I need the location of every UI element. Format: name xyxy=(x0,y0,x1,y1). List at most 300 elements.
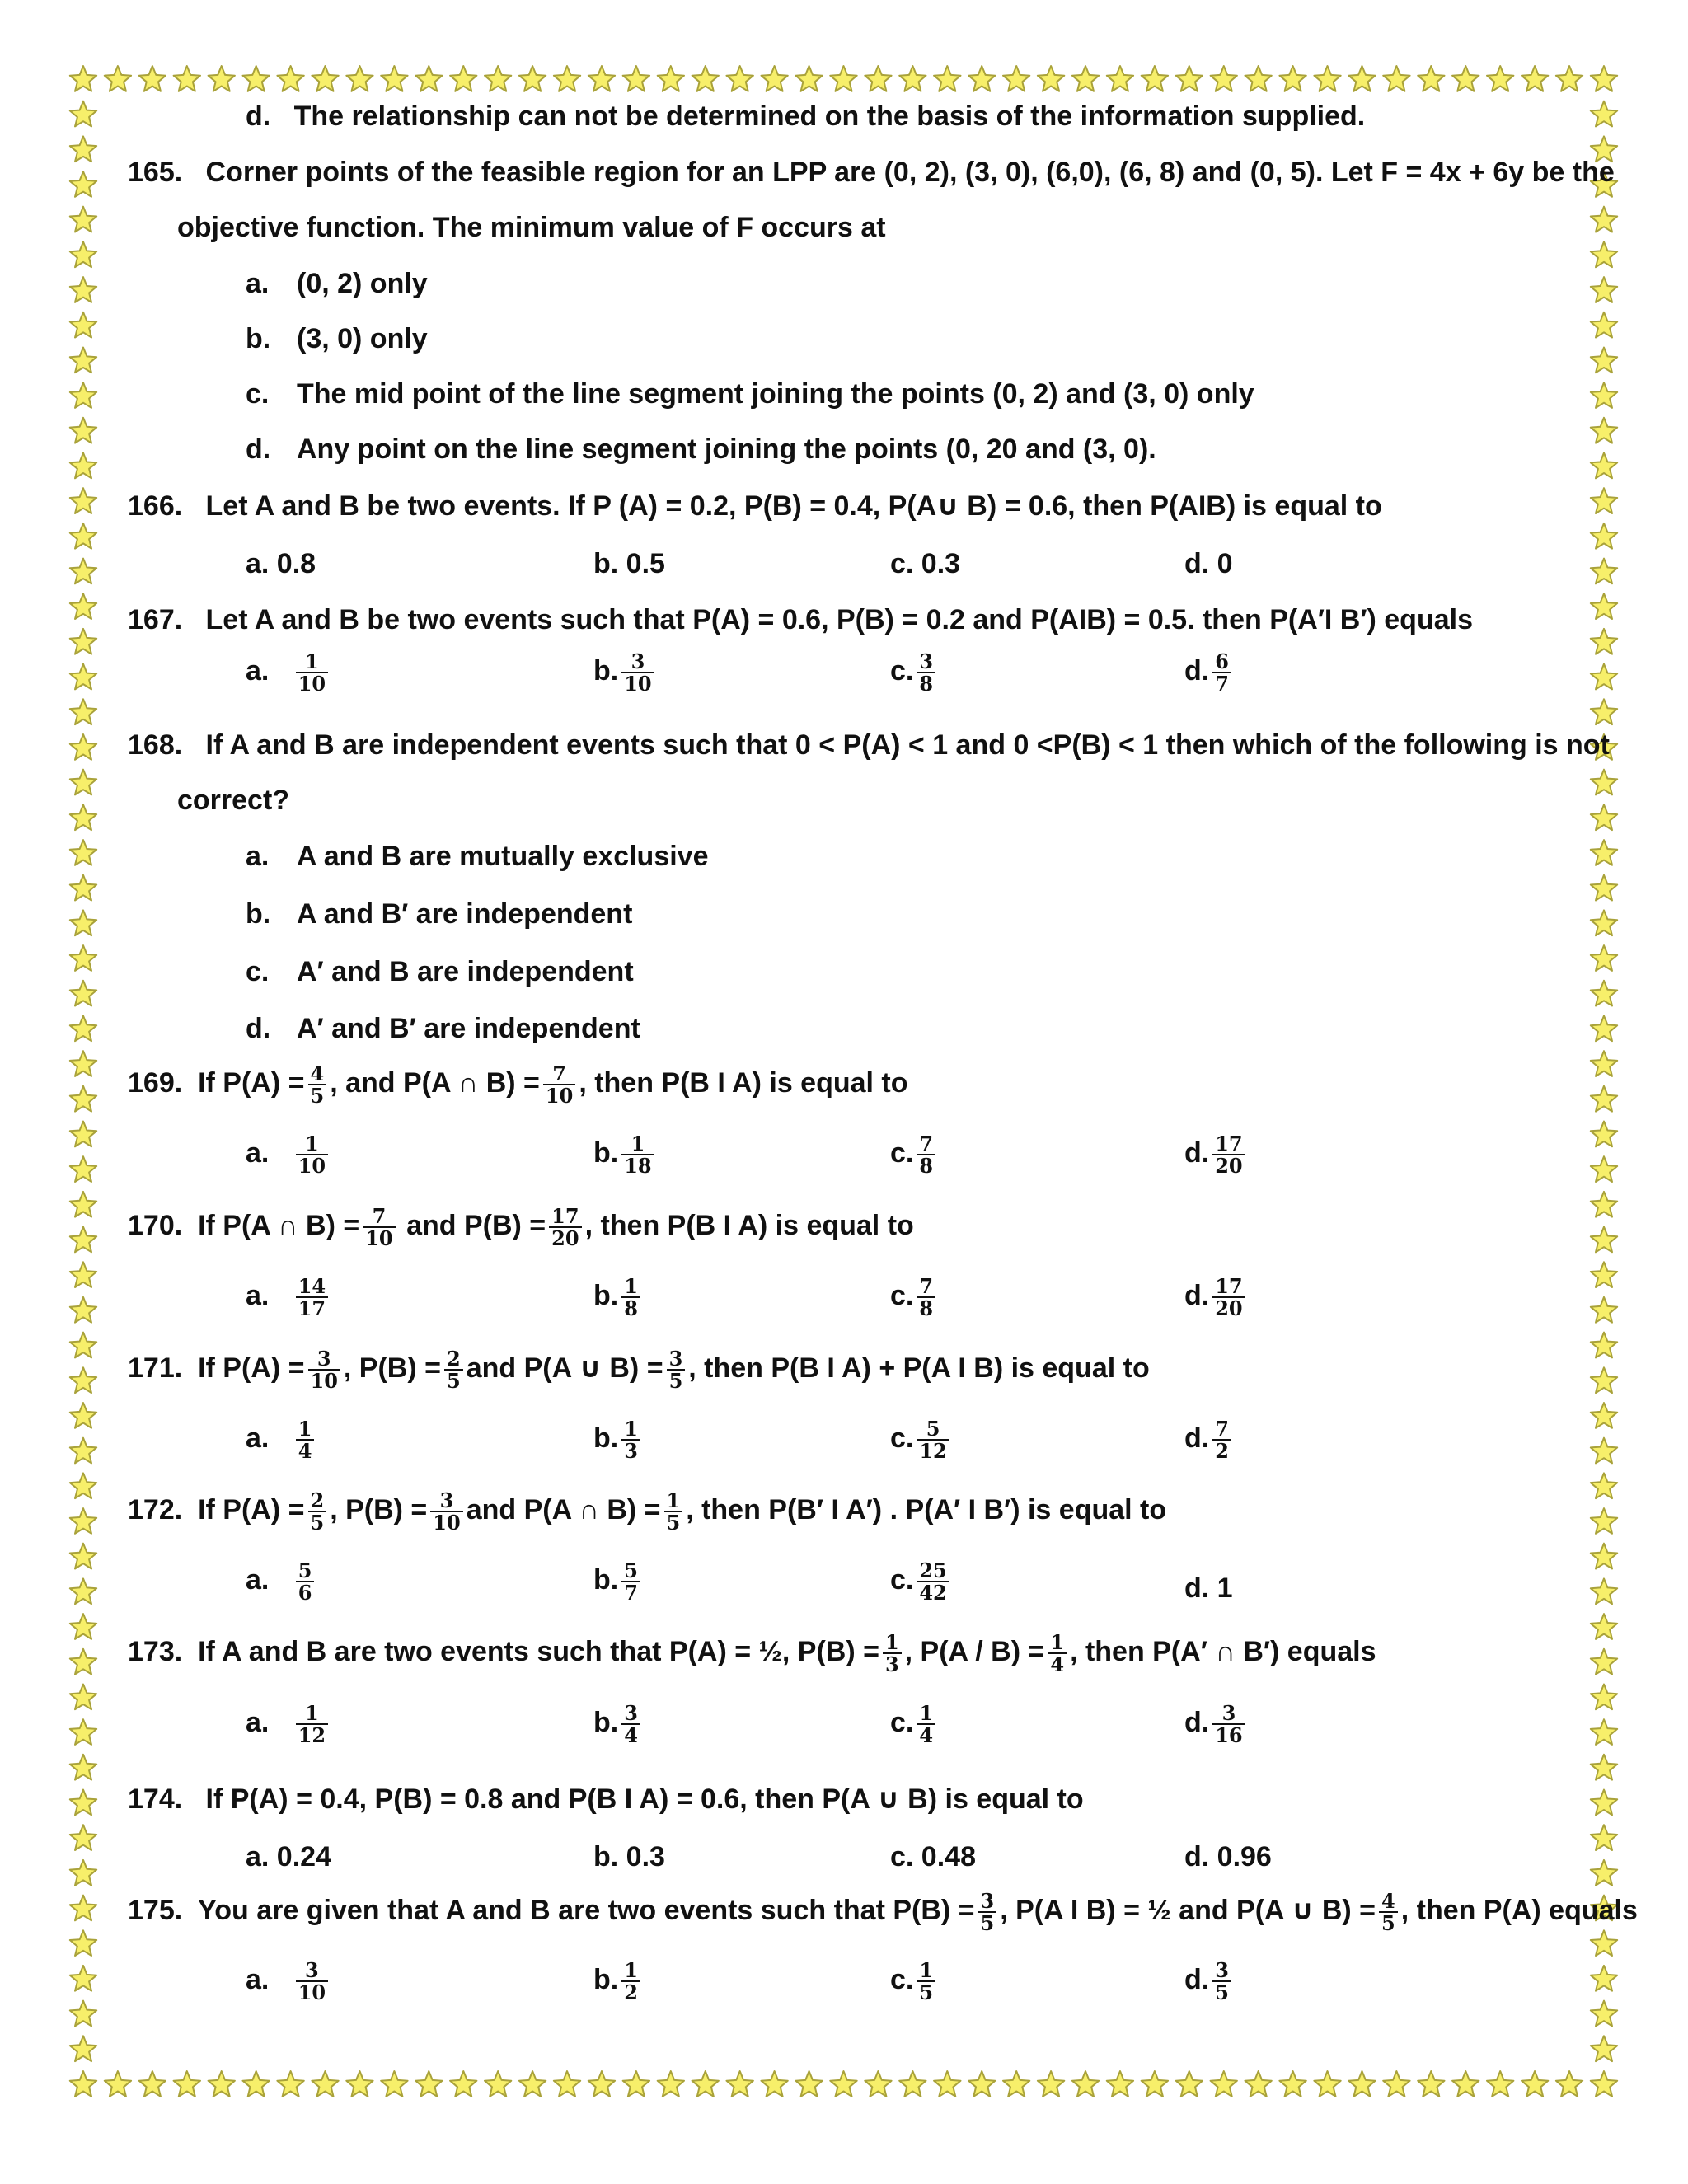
star-icon xyxy=(1038,2071,1064,2097)
star-icon xyxy=(1591,1719,1617,1745)
star-icon xyxy=(1591,1578,1617,1604)
star-icon xyxy=(1591,1333,1617,1358)
option-b: b. $\frac{1}{8}$ xyxy=(593,1276,644,1319)
star-icon xyxy=(70,1473,96,1498)
option-b: b. $\frac{1}{18}$ xyxy=(593,1133,658,1176)
star-icon xyxy=(243,2071,270,2097)
star-icon xyxy=(1591,664,1617,690)
star-icon xyxy=(209,2071,235,2097)
star-icon xyxy=(1279,2071,1306,2097)
star-icon xyxy=(450,66,476,91)
star-icon xyxy=(70,981,96,1006)
star-icon xyxy=(830,66,856,91)
star-icon xyxy=(70,488,96,513)
star-icon xyxy=(1591,1508,1617,1534)
star-icon xyxy=(70,1649,96,1675)
option-c: c. $\frac{3}{8}$ xyxy=(890,651,939,694)
star-icon xyxy=(70,664,96,690)
star-icon xyxy=(934,66,960,91)
star-icon xyxy=(70,453,96,479)
star-icon xyxy=(415,66,442,91)
option-d: d. $\frac{17}{20}$ xyxy=(1184,1133,1249,1176)
option-a: a. $\frac{1}{12}$ xyxy=(246,1703,331,1746)
fraction: $\frac{5}{6}$ xyxy=(296,1560,315,1603)
question-text: If A and B are independent events such that 0 < P(A) < 1 and 0 <P(B) < 1 then which of the following is not xyxy=(205,729,1610,761)
fraction: $\frac{17}{20}$ xyxy=(1212,1276,1245,1319)
star-icon xyxy=(277,2071,303,2097)
star-icon xyxy=(1591,382,1617,408)
question-text: If P(A) = 0.4, P(B) = 0.8 and P(B I A) = 0.6, then P(A ∪ B) is equal to xyxy=(205,1783,1084,1815)
star-icon xyxy=(1591,770,1617,795)
star-icon xyxy=(1591,875,1617,901)
star-icon xyxy=(70,1297,96,1323)
question-168-text-2: correct? xyxy=(177,785,290,816)
fraction: $\frac{1}{4}$ xyxy=(296,1418,315,1461)
star-icon xyxy=(139,2071,166,2097)
star-icon xyxy=(70,277,96,302)
option-d: d. 1 xyxy=(1184,1572,1233,1604)
fraction: $\frac{3}{5}$ xyxy=(978,1891,997,1933)
star-icon xyxy=(485,66,511,91)
question-174 xyxy=(128,1785,1084,1813)
star-icon xyxy=(623,2071,649,2097)
star-icon xyxy=(381,2071,407,2097)
star-icon xyxy=(1591,981,1617,1006)
star-icon xyxy=(1591,1262,1617,1287)
star-icon xyxy=(1383,2071,1409,2097)
question-167 xyxy=(128,606,1473,634)
option-d: d. $\frac{3}{16}$ xyxy=(1184,1703,1249,1746)
star-icon xyxy=(1383,66,1409,91)
star-icon xyxy=(519,66,546,91)
star-icon xyxy=(70,734,96,760)
star-icon xyxy=(1591,1930,1617,1956)
question-number: 173. xyxy=(128,1636,183,1668)
question-number: 169. xyxy=(128,1067,183,1099)
fraction: $\frac{7}{10}$ xyxy=(363,1206,395,1249)
star-icon xyxy=(70,66,96,91)
star-icon xyxy=(1279,66,1306,91)
option-a: a. $\frac{5}{6}$ xyxy=(246,1560,317,1603)
option-d: d. 0 xyxy=(1184,548,1233,579)
star-icon xyxy=(1591,523,1617,549)
star-icon xyxy=(1003,2071,1029,2097)
star-icon xyxy=(1142,66,1168,91)
star-icon xyxy=(1591,312,1617,338)
star-icon xyxy=(1418,2071,1444,2097)
option-a: a. $\frac{1}{10}$ xyxy=(246,651,331,694)
fraction: $\frac{1}{5}$ xyxy=(917,1960,935,2003)
star-icon xyxy=(1591,1086,1617,1112)
star-icon xyxy=(105,2071,131,2097)
star-icon xyxy=(1591,1544,1617,1569)
star-icon xyxy=(1591,629,1617,654)
star-icon xyxy=(1591,1227,1617,1253)
star-icon xyxy=(1211,2071,1237,2097)
star-icon xyxy=(70,1122,96,1147)
star-icon xyxy=(70,1508,96,1534)
fraction: $\frac{1}{4}$ xyxy=(917,1703,935,1746)
fraction: $\frac{1}{12}$ xyxy=(296,1703,328,1746)
star-icon xyxy=(70,1614,96,1639)
star-icon xyxy=(1522,2071,1548,2097)
option-c: c. $\frac{1}{4}$ xyxy=(890,1703,939,1746)
star-icon xyxy=(70,840,96,865)
option-d: d. $\frac{3}{5}$ xyxy=(1184,1960,1235,2003)
star-icon xyxy=(1591,1614,1617,1639)
option-b: b. (3, 0) only xyxy=(246,323,428,354)
question-171: 171. If P(A) = $\frac{3}{10}$ , P(B) = $\frac{2}{5}$ and P(A ∪ B) = $\frac{3}{5}$ , then P(B I A) + P(A I B) is equal to xyxy=(128,1347,1150,1394)
star-icon xyxy=(70,136,96,162)
star-icon xyxy=(1418,66,1444,91)
star-icon xyxy=(1591,1156,1617,1182)
fraction: $\frac{1}{8}$ xyxy=(621,1276,640,1319)
star-icon xyxy=(1591,1122,1617,1147)
option-d-continued: d. The relationship can not be determined on the basis of the information supplied. xyxy=(246,101,1366,132)
star-icon xyxy=(865,66,891,91)
star-icon xyxy=(795,66,822,91)
fraction: $\frac{5}{7}$ xyxy=(621,1560,640,1603)
fraction: $\frac{3}{10}$ xyxy=(621,651,654,694)
star-icon xyxy=(1591,1825,1617,1850)
question-165-text-2: objective function. The minimum value of F occurs at xyxy=(177,212,886,243)
star-icon xyxy=(1591,1649,1617,1675)
star-icon xyxy=(243,66,270,91)
star-icon xyxy=(70,2001,96,2027)
star-icon xyxy=(1591,101,1617,127)
star-icon xyxy=(70,207,96,232)
star-icon xyxy=(1591,348,1617,373)
star-icon xyxy=(70,312,96,338)
star-icon xyxy=(1591,699,1617,724)
star-icon xyxy=(1591,1016,1617,1042)
star-icon xyxy=(1107,2071,1133,2097)
question-168 xyxy=(128,731,1610,759)
fraction: $\frac{1}{10}$ xyxy=(296,651,328,694)
option-b: b. 0.3 xyxy=(593,1841,665,1872)
fraction: $\frac{3}{10}$ xyxy=(430,1490,462,1533)
fraction: $\frac{4}{5}$ xyxy=(1379,1891,1398,1933)
star-icon xyxy=(139,66,166,91)
star-icon xyxy=(70,910,96,935)
question-number: 170. xyxy=(128,1210,183,1242)
star-icon xyxy=(70,1192,96,1217)
star-icon xyxy=(899,2071,926,2097)
question-number: 172. xyxy=(128,1494,183,1526)
star-icon xyxy=(968,66,995,91)
star-icon xyxy=(1107,66,1133,91)
star-icon xyxy=(1003,66,1029,91)
question-number: 166. xyxy=(128,490,183,522)
star-icon xyxy=(519,2071,546,2097)
star-icon xyxy=(865,2071,891,2097)
star-icon xyxy=(1591,910,1617,935)
star-icon xyxy=(70,1156,96,1182)
option-c: c. A′ and B are independent xyxy=(246,956,634,987)
fraction: $\frac{1}{10}$ xyxy=(296,1133,328,1176)
question-text: Corner points of the feasible region for an LPP are (0, 2), (3, 0), (6,0), (6, 8) and (0, 5). Let F = 4x + 6y be the xyxy=(205,157,1615,188)
star-icon xyxy=(1591,1403,1617,1428)
fraction: $\frac{1}{3}$ xyxy=(883,1632,902,1675)
star-icon xyxy=(70,875,96,901)
star-icon xyxy=(1591,1297,1617,1323)
star-icon xyxy=(1591,1860,1617,1886)
star-icon xyxy=(1211,66,1237,91)
fraction: $\frac{4}{5}$ xyxy=(308,1063,327,1106)
star-icon xyxy=(795,2071,822,2097)
star-icon xyxy=(1452,2071,1479,2097)
star-icon xyxy=(1591,66,1617,91)
question-number: 175. xyxy=(128,1895,183,1927)
star-icon xyxy=(312,66,338,91)
star-icon xyxy=(70,1438,96,1464)
star-icon xyxy=(70,382,96,408)
option-a: a. $\frac{3}{10}$ xyxy=(246,1960,331,2003)
star-icon xyxy=(70,1790,96,1816)
option-c: c. $\frac{7}{8}$ xyxy=(890,1276,939,1319)
star-icon xyxy=(1142,2071,1168,2097)
star-icon xyxy=(1591,2001,1617,2027)
star-icon xyxy=(727,66,753,91)
option-d: d. $\frac{17}{20}$ xyxy=(1184,1276,1249,1319)
star-icon xyxy=(70,1333,96,1358)
option-c: c. 0.48 xyxy=(890,1841,976,1872)
star-icon xyxy=(727,2071,753,2097)
star-icon xyxy=(209,66,235,91)
option-c: c. $\frac{5}{12}$ xyxy=(890,1418,953,1461)
question-170: 170. If P(A ∩ B) = $\frac{7}{10}$ and P(B) = $\frac{17}{20}$ , then P(B I A) is equal to xyxy=(128,1204,914,1251)
star-icon xyxy=(70,1860,96,1886)
star-icon xyxy=(1591,1473,1617,1498)
star-icon xyxy=(70,171,96,197)
star-icon xyxy=(968,2071,995,2097)
option-c: c. $\frac{25}{42}$ xyxy=(890,1560,953,1603)
option-b: b. A and B′ are independent xyxy=(246,898,633,930)
fraction: $\frac{7}{2}$ xyxy=(1212,1418,1231,1461)
question-number: 165. xyxy=(128,157,183,188)
star-icon xyxy=(1591,1790,1617,1816)
fraction: $\frac{3}{5}$ xyxy=(667,1348,686,1391)
star-icon xyxy=(762,2071,788,2097)
question-number: 168. xyxy=(128,729,183,761)
star-icon xyxy=(174,66,200,91)
option-d: d. Any point on the line segment joining the points (0, 20 and (3, 0). xyxy=(246,434,1156,465)
star-icon xyxy=(1245,66,1272,91)
option-a: a. A and B are mutually exclusive xyxy=(246,841,709,872)
fraction: $\frac{1}{4}$ xyxy=(1048,1632,1067,1675)
star-icon xyxy=(70,1755,96,1780)
star-icon xyxy=(174,2071,200,2097)
star-icon xyxy=(658,2071,684,2097)
star-icon xyxy=(1038,66,1064,91)
star-icon xyxy=(1591,593,1617,619)
star-icon xyxy=(1591,1755,1617,1780)
star-icon xyxy=(1487,2071,1513,2097)
star-icon xyxy=(1591,241,1617,267)
fraction: $\frac{2}{5}$ xyxy=(444,1348,463,1391)
star-icon xyxy=(70,1403,96,1428)
question-text: Let A and B be two events. If P (A) = 0.2, P(B) = 0.4, P(A∪ B) = 0.6, then P(AIB) is equal to xyxy=(205,490,1382,522)
star-icon xyxy=(70,418,96,443)
star-icon xyxy=(1348,66,1375,91)
star-icon xyxy=(70,1966,96,1991)
option-a: a. (0, 2) only xyxy=(246,268,428,299)
star-icon xyxy=(277,66,303,91)
star-icon xyxy=(554,2071,580,2097)
star-icon xyxy=(105,66,131,91)
star-icon xyxy=(312,2071,338,2097)
fraction: $\frac{3}{8}$ xyxy=(917,651,935,694)
fraction: $\frac{17}{20}$ xyxy=(549,1206,581,1249)
star-icon xyxy=(70,1930,96,1956)
star-icon xyxy=(70,1719,96,1745)
star-icon xyxy=(1176,2071,1203,2097)
star-icon xyxy=(554,66,580,91)
fraction: $\frac{3}{10}$ xyxy=(308,1348,340,1391)
option-d: d. $\frac{6}{7}$ xyxy=(1184,651,1235,694)
option-d: d. A′ and B′ are independent xyxy=(246,1013,640,1044)
star-icon xyxy=(70,699,96,724)
star-icon xyxy=(70,1262,96,1287)
option-a: a. $\frac{1}{4}$ xyxy=(246,1418,317,1461)
star-icon xyxy=(70,1578,96,1604)
question-166 xyxy=(128,492,1382,520)
star-icon xyxy=(1591,277,1617,302)
fraction: $\frac{3}{16}$ xyxy=(1212,1703,1245,1746)
fraction: $\frac{25}{42}$ xyxy=(917,1560,949,1603)
star-icon xyxy=(381,66,407,91)
star-icon xyxy=(1591,1966,1617,1991)
star-icon xyxy=(1348,2071,1375,2097)
question-175: 175. You are given that A and B are two events such that P(B) = $\frac{3}{5}$ , P(A I B) = ½ and P(A ∪ B) = $\frac{4}{5}$ , then P(A) equals xyxy=(128,1889,1638,1936)
star-icon xyxy=(1591,207,1617,232)
star-icon xyxy=(70,1544,96,1569)
star-icon xyxy=(623,66,649,91)
star-icon xyxy=(70,770,96,795)
star-icon xyxy=(415,2071,442,2097)
fraction: $\frac{5}{12}$ xyxy=(917,1418,949,1461)
option-a: a. $\frac{14}{17}$ xyxy=(246,1276,331,1319)
star-icon xyxy=(588,66,615,91)
star-icon xyxy=(70,1825,96,1850)
star-icon xyxy=(70,945,96,971)
option-b: b. $\frac{1}{2}$ xyxy=(593,1960,644,2003)
star-icon xyxy=(70,101,96,127)
question-number: 174. xyxy=(128,1783,183,1815)
star-icon xyxy=(70,348,96,373)
star-icon xyxy=(934,2071,960,2097)
question-number: 171. xyxy=(128,1352,183,1385)
star-icon xyxy=(1452,66,1479,91)
star-icon xyxy=(70,1086,96,1112)
star-icon xyxy=(1591,804,1617,830)
star-icon xyxy=(1591,1051,1617,1076)
fraction: $\frac{7}{8}$ xyxy=(917,1276,935,1319)
star-icon xyxy=(1556,66,1582,91)
fraction: $\frac{1}{18}$ xyxy=(621,1133,654,1176)
star-icon xyxy=(1176,66,1203,91)
star-icon xyxy=(70,1227,96,1253)
star-icon xyxy=(1522,66,1548,91)
star-icon xyxy=(1591,2036,1617,2061)
option-d: d. $\frac{7}{2}$ xyxy=(1184,1418,1235,1461)
fraction: $\frac{7}{8}$ xyxy=(917,1133,935,1176)
star-icon xyxy=(1072,66,1099,91)
star-icon xyxy=(1314,66,1340,91)
star-icon xyxy=(1072,2071,1099,2097)
option-a: a. $\frac{1}{10}$ xyxy=(246,1133,331,1176)
option-a: a. 0.24 xyxy=(246,1841,331,1872)
star-icon xyxy=(692,66,719,91)
star-icon xyxy=(1591,2071,1617,2097)
fraction: $\frac{14}{17}$ xyxy=(296,1276,328,1319)
star-icon xyxy=(1591,453,1617,479)
fraction: $\frac{3}{4}$ xyxy=(621,1703,640,1746)
star-icon xyxy=(70,1051,96,1076)
star-icon xyxy=(1487,66,1513,91)
star-icon xyxy=(658,66,684,91)
fraction: $\frac{7}{10}$ xyxy=(543,1063,575,1106)
star-icon xyxy=(899,66,926,91)
question-text: Let A and B be two events such that P(A) = 0.6, P(B) = 0.2 and P(AIB) = 0.5. then P(A′I B′) equals xyxy=(205,604,1473,635)
star-icon xyxy=(70,2071,96,2097)
star-icon xyxy=(1591,840,1617,865)
star-icon xyxy=(70,1685,96,1710)
question-number: 167. xyxy=(128,604,183,635)
star-icon xyxy=(1245,2071,1272,2097)
option-b: b. 0.5 xyxy=(593,548,665,579)
question-173: 173. If A and B are two events such that P(A) = ½, P(B) = $\frac{1}{3}$ , P(A / B) = $\frac{1}{4}$ , then P(A′ ∩ B′) equals xyxy=(128,1630,1376,1677)
fraction: $\frac{1}{5}$ xyxy=(664,1490,683,1533)
question-165 xyxy=(128,158,1615,186)
star-icon xyxy=(70,1896,96,1921)
star-icon xyxy=(1591,1192,1617,1217)
option-c: c. $\frac{1}{5}$ xyxy=(890,1960,939,2003)
star-icon xyxy=(70,593,96,619)
star-icon xyxy=(450,2071,476,2097)
star-icon xyxy=(1591,1438,1617,1464)
option-b: b. $\frac{1}{3}$ xyxy=(593,1418,644,1461)
star-icon xyxy=(692,2071,719,2097)
star-icon xyxy=(70,1367,96,1393)
fraction: $\frac{17}{20}$ xyxy=(1212,1133,1245,1176)
option-b: b. $\frac{3}{10}$ xyxy=(593,651,658,694)
star-icon xyxy=(70,1016,96,1042)
star-icon xyxy=(70,629,96,654)
star-icon xyxy=(70,2036,96,2061)
star-icon xyxy=(1591,559,1617,584)
star-icon xyxy=(1556,2071,1582,2097)
star-icon xyxy=(70,523,96,549)
star-icon xyxy=(70,241,96,267)
star-icon xyxy=(1591,418,1617,443)
fraction: $\frac{3}{10}$ xyxy=(296,1960,328,2003)
star-icon xyxy=(70,804,96,830)
star-icon xyxy=(830,2071,856,2097)
fraction: $\frac{2}{5}$ xyxy=(308,1490,327,1533)
option-d: d. 0.96 xyxy=(1184,1841,1272,1872)
star-icon xyxy=(1314,2071,1340,2097)
star-icon xyxy=(1591,1685,1617,1710)
star-icon xyxy=(588,2071,615,2097)
question-169: 169. If P(A) = $\frac{4}{5}$ , and P(A ∩ B) = $\frac{7}{10}$ , then P(B I A) is equal to xyxy=(128,1062,908,1108)
fraction: $\frac{3}{5}$ xyxy=(1212,1960,1231,2003)
option-c: c. The mid point of the line segment joining the points (0, 2) and (3, 0) only xyxy=(246,378,1254,410)
star-icon xyxy=(485,2071,511,2097)
option-c: c. 0.3 xyxy=(890,548,961,579)
question-172: 172. If P(A) = $\frac{2}{5}$ , P(B) = $\frac{3}{10}$ and P(A ∩ B) = $\frac{1}{5}$ , then P(B′ I A′) . P(A′ I B′) is equal to xyxy=(128,1488,1167,1535)
fraction: $\frac{1}{2}$ xyxy=(621,1960,640,2003)
